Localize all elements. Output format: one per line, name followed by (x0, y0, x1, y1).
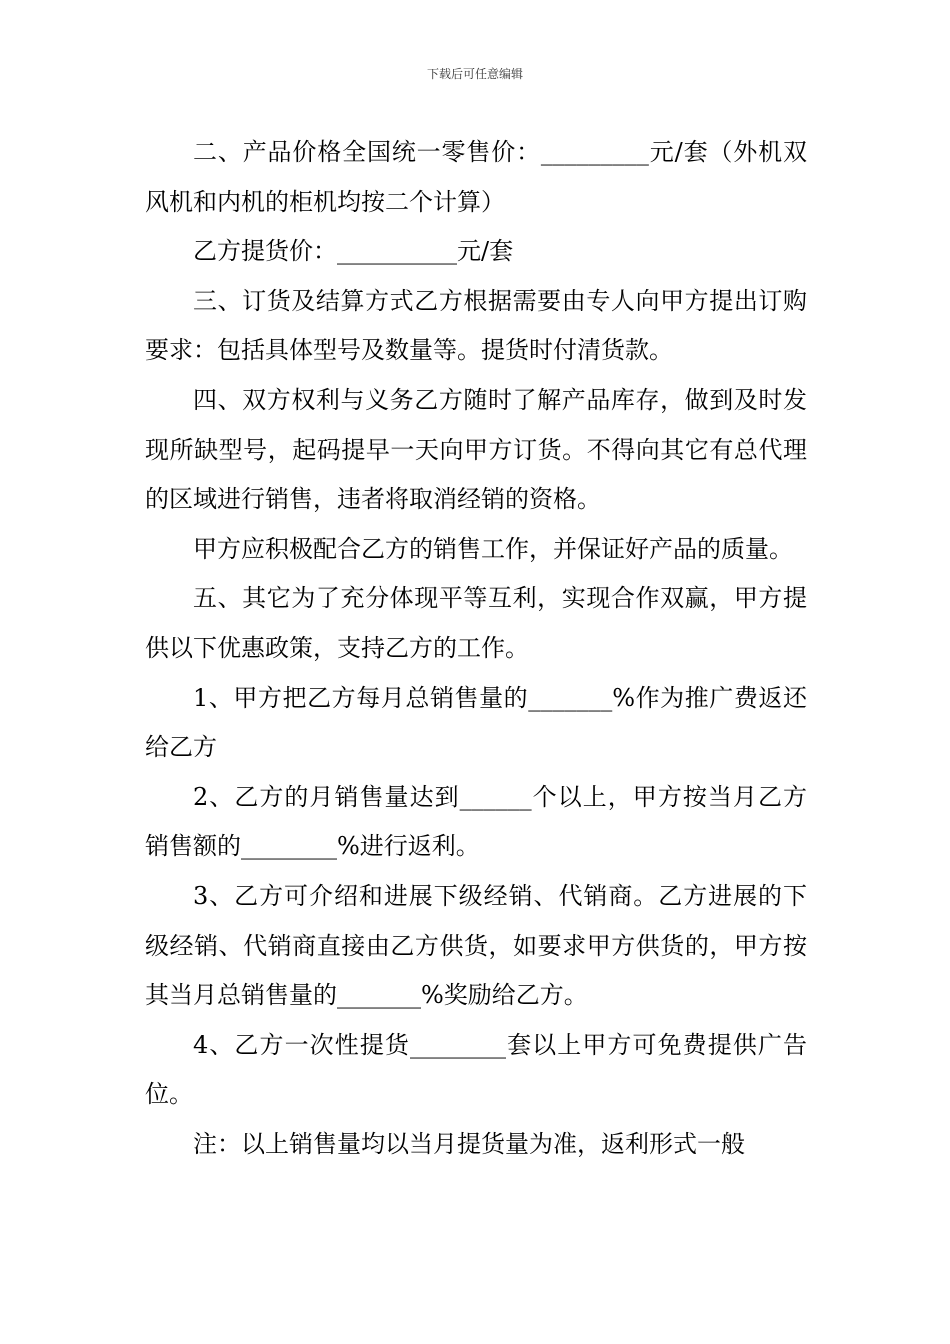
paragraph-party-a-support: 甲方应积极配合乙方的销售工作，并保证好产品的质量。 (193, 534, 793, 563)
paragraph-product-price: 二、产品价格全国统一零售价：_________元/套（外机双风机和内机的柜机均按二个计算） (145, 138, 807, 216)
paragraph-ordering-settlement: 三、订货及结算方式乙方根据需要由专人向甲方提出订购要求：包括具体型号及数量等。提货时付清货款。 (145, 286, 807, 365)
paragraph-note: 注：以上销售量均以当月提货量为准，返利形式一般 (193, 1129, 745, 1158)
paragraph-other-policies: 五、其它为了充分体现平等互利，实现合作双赢，甲方提供以下优惠政策，支持乙方的工作。 (145, 584, 807, 662)
page-header-note: 下载后可任意编辑 (426, 67, 523, 81)
paragraph-item-2: 2、乙方的月销售量达到______个以上，甲方按当月乙方销售额的________%进行返利。 (145, 782, 807, 861)
paragraph-item-4: 4、乙方一次性提货________套以上甲方可免费提供广告位。 (145, 1030, 807, 1109)
document-body (145, 128, 807, 1169)
paragraph-pickup-price: 乙方提货价：__________元/套 (193, 237, 514, 266)
paragraph-item-1: 1、甲方把乙方每月总销售量的_______%作为推广费返还给乙方 (145, 683, 807, 762)
paragraph-rights-obligations: 四、双方权利与义务乙方随时了解产品库存，做到及时发现所缺型号，起码提早一天向甲方订货。不得向其它有总代理的区域进行销售，违者将取消经销的资格。 (145, 385, 807, 514)
paragraph-item-3: 3、乙方可介绍和进展下级经销、代销商。乙方进展的下级经销、代销商直接由乙方供货，如要求甲方供货的，甲方按其当月总销售量的_______%奖励给乙方。 (145, 881, 807, 1010)
